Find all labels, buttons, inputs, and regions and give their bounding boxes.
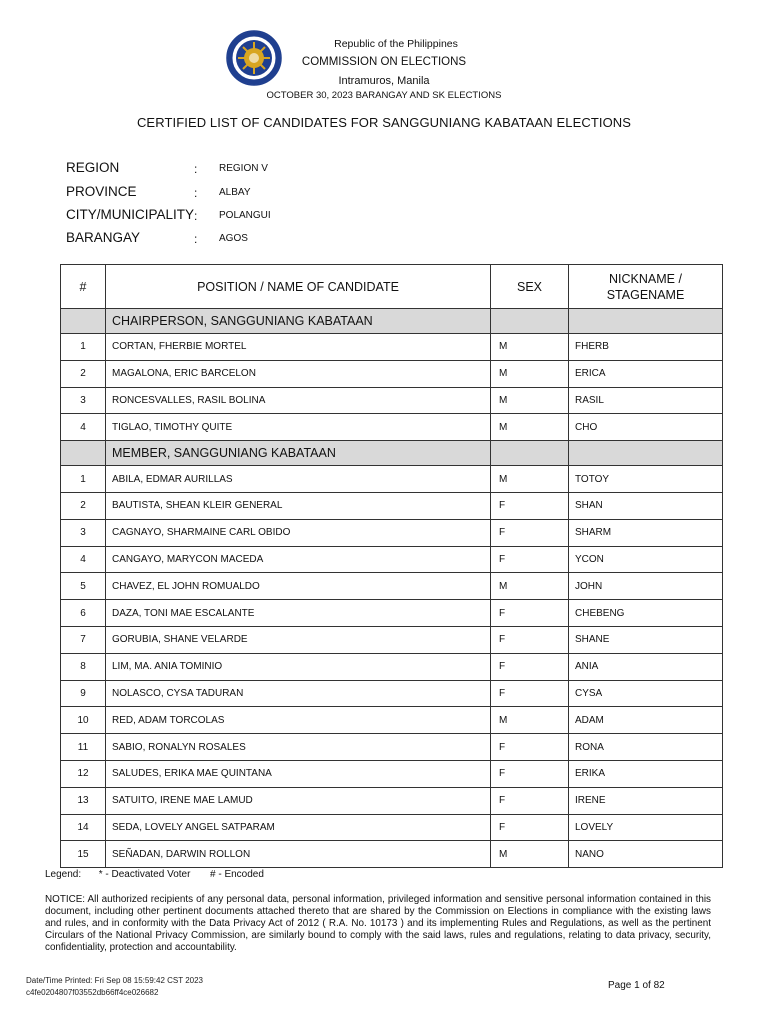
region-label: REGION — [66, 160, 120, 175]
table-row — [61, 466, 723, 493]
table-row — [61, 707, 723, 734]
candidate-name: CANGAYO, MARYCON MACEDA — [106, 546, 491, 573]
candidate-name: SALUDES, ERIKA MAE QUINTANA — [106, 760, 491, 787]
candidate-sex: F — [491, 814, 569, 841]
table-row — [61, 600, 723, 627]
row-number: 4 — [61, 414, 106, 441]
candidate-name: SABIO, RONALYN ROSALES — [106, 734, 491, 761]
province-label: PROVINCE — [66, 184, 137, 199]
row-number: 3 — [61, 519, 106, 546]
candidate-sex: F — [491, 519, 569, 546]
candidate-nickname: RONA — [569, 734, 723, 761]
row-number: 2 — [61, 492, 106, 519]
header-nickname-line2: STAGENAME — [606, 287, 685, 302]
candidate-sex: M — [491, 707, 569, 734]
document-title: CERTIFIED LIST OF CANDIDATES FOR SANGGUNIANG KABATAAN ELECTIONS — [136, 115, 632, 130]
row-number: 1 — [61, 466, 106, 493]
candidate-nickname: YCON — [569, 546, 723, 573]
section-sex-cell — [491, 441, 569, 466]
candidate-nickname: SHANE — [569, 626, 723, 653]
section-sex-cell — [491, 309, 569, 334]
barangay-label: BARANGAY — [66, 230, 141, 245]
candidate-name: RONCESVALLES, RASIL BOLINA — [106, 387, 491, 414]
barangay-colon: : — [194, 232, 198, 246]
legend-encoded: # - Encoded — [210, 869, 264, 880]
table-row — [61, 334, 723, 361]
row-number: 14 — [61, 814, 106, 841]
table-row — [61, 680, 723, 707]
table-row — [61, 519, 723, 546]
row-number: 1 — [61, 334, 106, 361]
city-value: POLANGUI — [219, 210, 271, 221]
candidate-name: CAGNAYO, SHARMAINE CARL OBIDO — [106, 519, 491, 546]
candidate-sex: M — [491, 841, 569, 868]
row-number: 7 — [61, 626, 106, 653]
candidate-nickname: CYSA — [569, 680, 723, 707]
candidate-sex: M — [491, 466, 569, 493]
privacy-notice: NOTICE: All authorized recipients of any personal data, personal information, privileged information and sensitive personal information contained in this document, including other pertinent documents attached thereto that are shared by the Commission on Elections in compliance with the existing laws and rules, and in conformity with the Data Privacy Act of 2012 ( R.A. No. 10173 ) and its implementing Rules and Regulations, as well as the pertinent Circulars of the National Privacy Commission, are similarly bound to comply with the said laws, rules and regulations, relating to data privacy, security, confidentiality, protection and accountability. — [45, 894, 711, 953]
section-num-cell — [61, 309, 106, 334]
candidate-sex: M — [491, 387, 569, 414]
candidate-sex: M — [491, 360, 569, 387]
row-number: 2 — [61, 360, 106, 387]
candidate-sex: F — [491, 626, 569, 653]
section-title: MEMBER, SANGGUNIANG KABATAAN — [106, 441, 491, 466]
province-colon: : — [194, 186, 198, 200]
table-row — [61, 841, 723, 868]
page-number: Page 1 of 82 — [608, 980, 665, 991]
candidate-sex: F — [491, 787, 569, 814]
print-timestamp: Date/Time Printed: Fri Sep 08 15:59:42 CST 2023 — [26, 976, 203, 985]
candidate-name: SEÑADAN, DARWIN ROLLON — [106, 841, 491, 868]
section-num-cell — [61, 441, 106, 466]
candidate-nickname: RASIL — [569, 387, 723, 414]
candidate-sex: F — [491, 760, 569, 787]
candidate-name: SEDA, LOVELY ANGEL SATPARAM — [106, 814, 491, 841]
candidate-name: CORTAN, FHERBIE MORTEL — [106, 334, 491, 361]
candidate-name: MAGALONA, ERIC BARCELON — [106, 360, 491, 387]
table-row — [61, 814, 723, 841]
candidate-sex: F — [491, 680, 569, 707]
candidate-name: LIM, MA. ANIA TOMINIO — [106, 653, 491, 680]
candidate-sex: M — [491, 334, 569, 361]
candidate-name: ABILA, EDMAR AURILLAS — [106, 466, 491, 493]
document-hash: c4fe0204807f03552db66ff4ce026682 — [26, 988, 159, 997]
candidate-sex: F — [491, 600, 569, 627]
table-row — [61, 787, 723, 814]
section-nick-cell — [569, 441, 723, 466]
candidate-name: TIGLAO, TIMOTHY QUITE — [106, 414, 491, 441]
candidate-name: GORUBIA, SHANE VELARDE — [106, 626, 491, 653]
row-number: 10 — [61, 707, 106, 734]
row-number: 11 — [61, 734, 106, 761]
province-value: ALBAY — [219, 187, 251, 198]
table-header-row — [61, 265, 723, 309]
candidate-nickname: ADAM — [569, 707, 723, 734]
row-number: 13 — [61, 787, 106, 814]
table-row — [61, 573, 723, 600]
row-number: 8 — [61, 653, 106, 680]
candidate-nickname: ERICA — [569, 360, 723, 387]
region-value: REGION V — [219, 163, 268, 174]
table-row — [61, 414, 723, 441]
candidate-nickname: JOHN — [569, 573, 723, 600]
candidate-name: NOLASCO, CYSA TADURAN — [106, 680, 491, 707]
header-num: # — [61, 265, 106, 309]
table-row — [61, 653, 723, 680]
candidate-name: RED, ADAM TORCOLAS — [106, 707, 491, 734]
candidate-nickname: IRENE — [569, 787, 723, 814]
row-number: 9 — [61, 680, 106, 707]
candidate-nickname: ANIA — [569, 653, 723, 680]
header-commission: COMMISSION ON ELECTIONS — [301, 56, 467, 68]
candidate-nickname: SHARM — [569, 519, 723, 546]
candidate-table — [60, 264, 723, 868]
legend-deactivated: * - Deactivated Voter — [98, 869, 191, 880]
row-number: 5 — [61, 573, 106, 600]
candidate-name: SATUITO, IRENE MAE LAMUD — [106, 787, 491, 814]
candidate-sex: F — [491, 546, 569, 573]
candidate-nickname: FHERB — [569, 334, 723, 361]
candidate-sex: F — [491, 734, 569, 761]
table-row — [61, 626, 723, 653]
table-row — [61, 492, 723, 519]
table-row — [61, 360, 723, 387]
candidate-name: DAZA, TONI MAE ESCALANTE — [106, 600, 491, 627]
city-colon: : — [194, 209, 198, 223]
header-nickname — [569, 265, 723, 309]
header-location: Intramuros, Manila — [338, 75, 430, 87]
section-row — [61, 441, 723, 466]
candidate-name: CHAVEZ, EL JOHN ROMUALDO — [106, 573, 491, 600]
candidate-nickname: TOTOY — [569, 466, 723, 493]
candidate-nickname: NANO — [569, 841, 723, 868]
table-body — [61, 309, 723, 868]
city-label: CITY/MUNICIPALITY — [66, 207, 195, 222]
row-number: 4 — [61, 546, 106, 573]
section-row — [61, 309, 723, 334]
barangay-value: AGOS — [219, 233, 248, 244]
legend-label: Legend: — [45, 869, 82, 880]
candidate-nickname: CHO — [569, 414, 723, 441]
table-row — [61, 734, 723, 761]
candidate-nickname: CHEBENG — [569, 600, 723, 627]
candidate-nickname: ERIKA — [569, 760, 723, 787]
header-name: POSITION / NAME OF CANDIDATE — [106, 265, 491, 309]
table-row — [61, 760, 723, 787]
section-title: CHAIRPERSON, SANGGUNIANG KABATAAN — [106, 309, 491, 334]
candidate-nickname: SHAN — [569, 492, 723, 519]
header-sex: SEX — [491, 265, 569, 309]
candidate-sex: M — [491, 414, 569, 441]
row-number: 15 — [61, 841, 106, 868]
header-nickname-line1: NICKNAME / — [609, 271, 682, 286]
candidate-name: BAUTISTA, SHEAN KLEIR GENERAL — [106, 492, 491, 519]
row-number: 6 — [61, 600, 106, 627]
region-colon: : — [194, 162, 198, 176]
header-election: OCTOBER 30, 2023 BARANGAY AND SK ELECTIONS — [266, 90, 502, 101]
candidate-sex: M — [491, 573, 569, 600]
candidate-sex: F — [491, 653, 569, 680]
candidate-nickname: LOVELY — [569, 814, 723, 841]
table-row — [61, 546, 723, 573]
table-row — [61, 387, 723, 414]
row-number: 12 — [61, 760, 106, 787]
header-republic: Republic of the Philippines — [334, 38, 458, 50]
section-nick-cell — [569, 309, 723, 334]
candidate-sex: F — [491, 492, 569, 519]
row-number: 3 — [61, 387, 106, 414]
legend — [45, 869, 264, 880]
